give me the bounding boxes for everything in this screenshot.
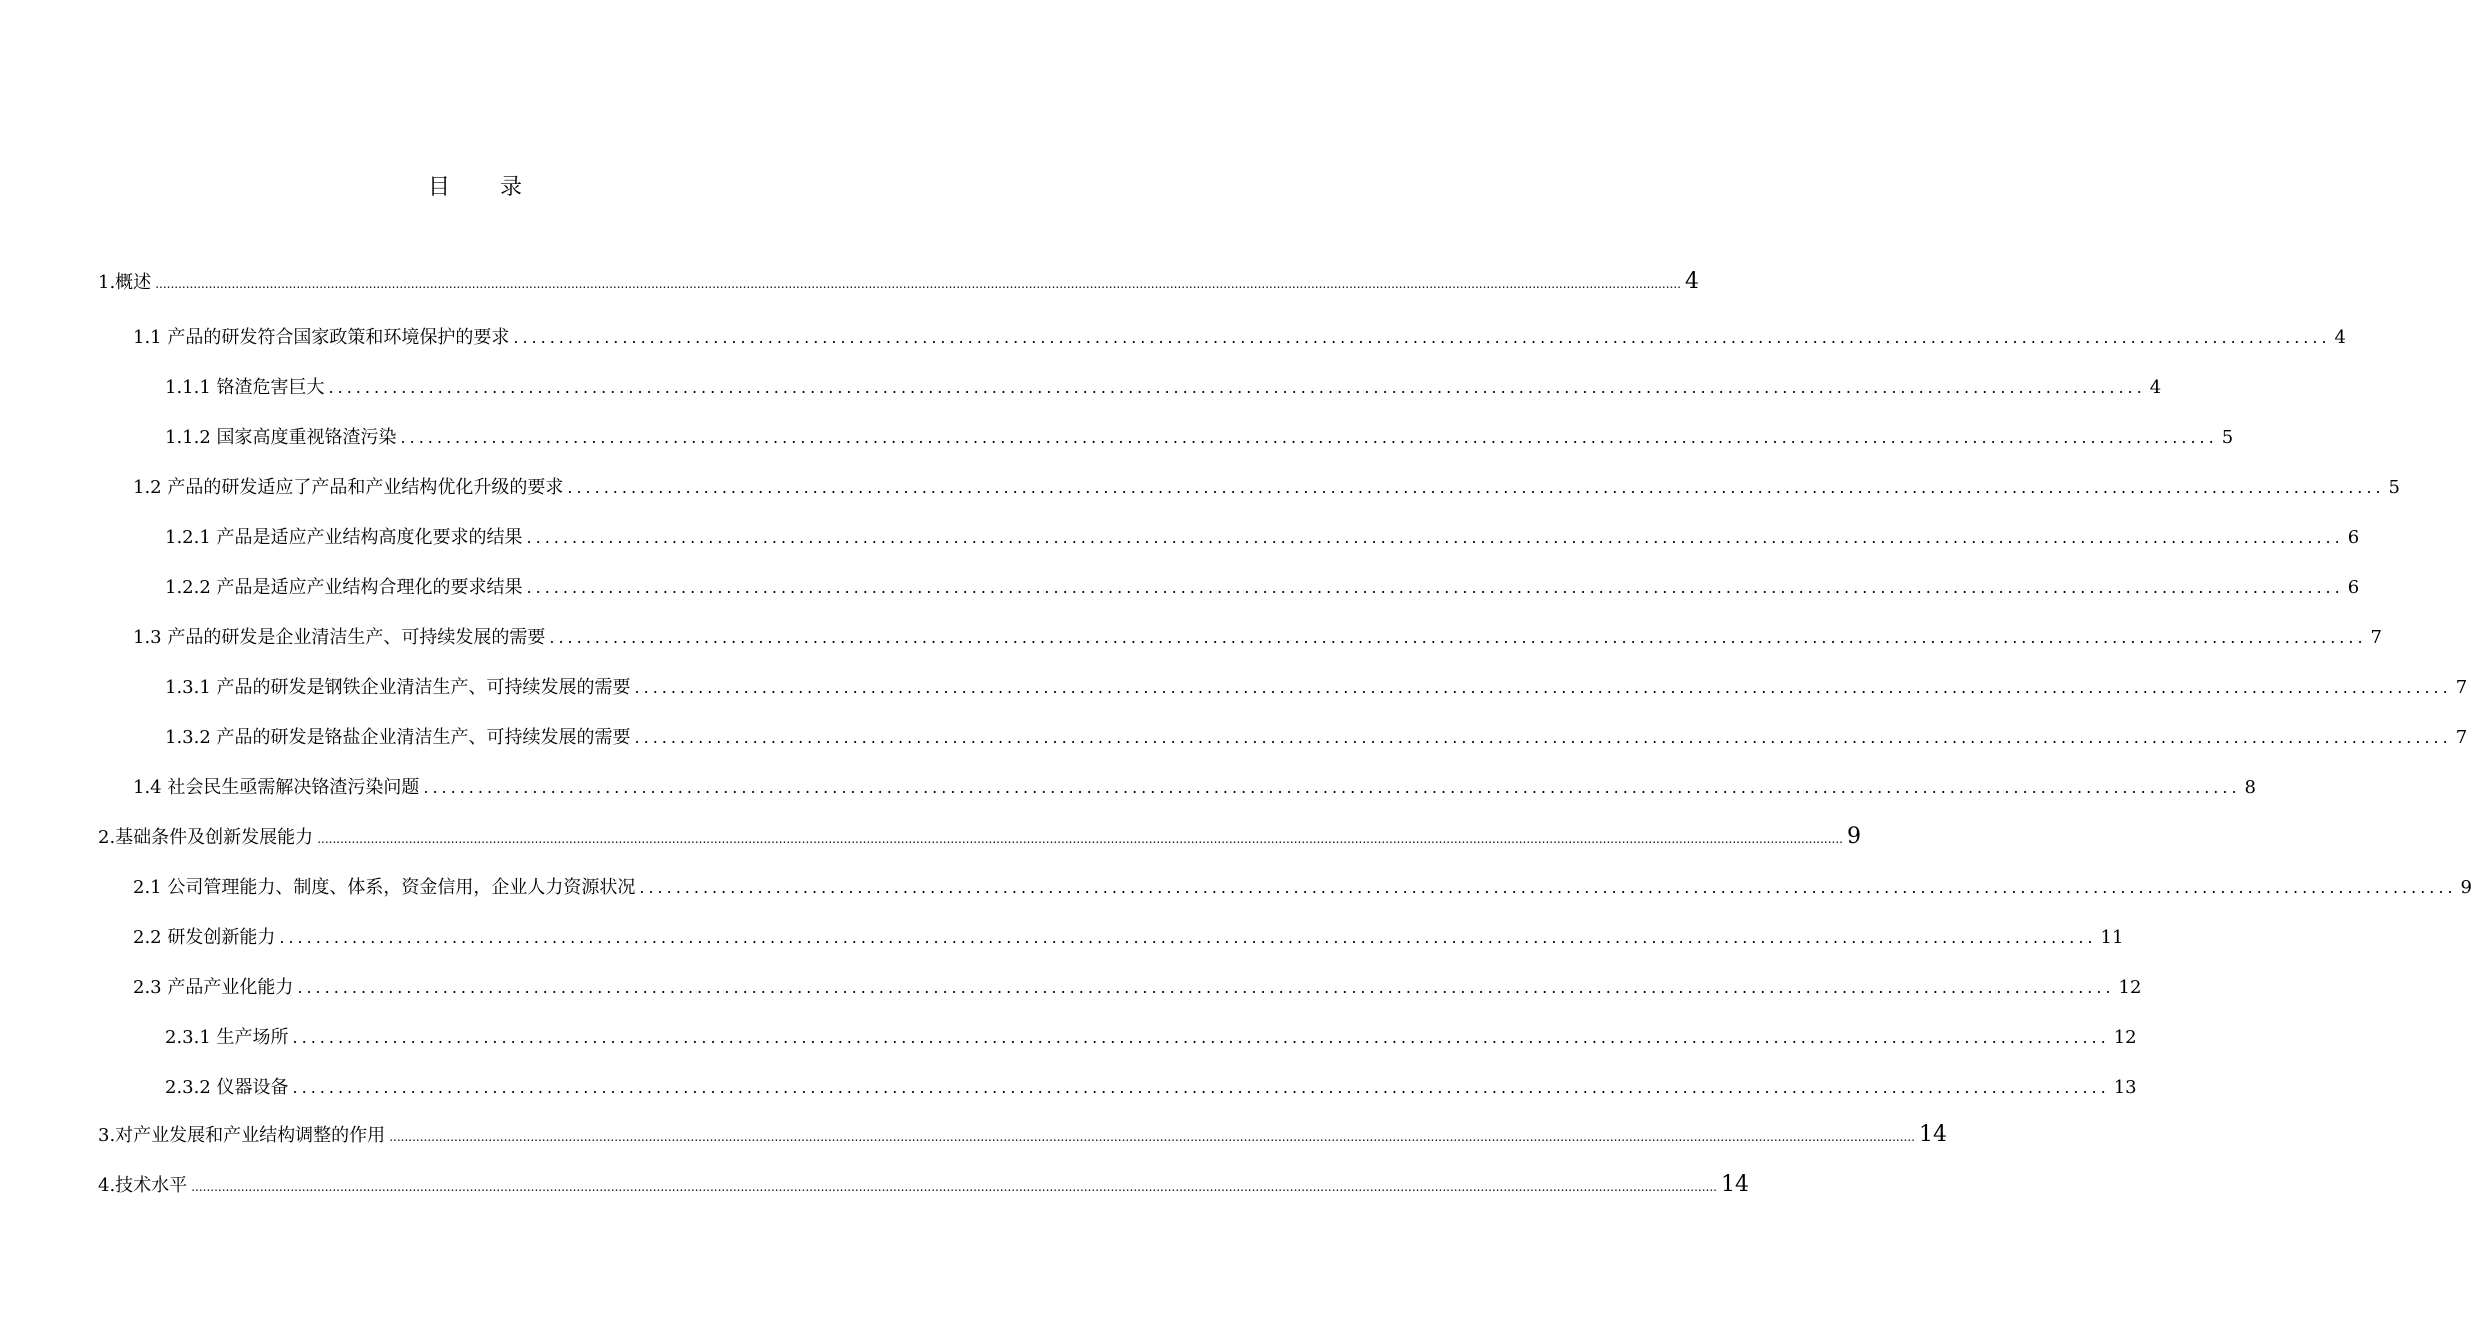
- toc-entry-label: 1.3 产品的研发是企业清洁生产、可持续发展的需要: [133, 627, 546, 648]
- toc-dot-leader: ........................................................................................................................................................................................................: [423, 778, 2241, 797]
- toc-entry[interactable]: [165, 673, 2468, 699]
- toc-entry-label: 2.3 产品产业化能力: [133, 977, 294, 998]
- toc-entry-label: 1.3.2 产品的研发是铬盐企业清洁生产、可持续发展的需要: [165, 727, 631, 748]
- toc-dot-leader: ........................................................................................................................................................................................................: [634, 678, 2452, 697]
- toc-page-number: 7: [2455, 727, 2468, 748]
- toc-entry-label: 1.2.2 产品是适应产业结构合理化的要求结果: [165, 577, 523, 598]
- toc-dot-leader: ........................................................................................................................................................................................................: [292, 1028, 2110, 1047]
- toc-entry-label: 1.1 产品的研发符合国家政策和环境保护的要求: [133, 327, 510, 348]
- toc-dot-leader: ........................................................................................................................................................................................................: [328, 378, 2146, 397]
- title-char-1: 目: [427, 175, 450, 200]
- toc-entry-label: 2.1 公司管理能力、制度、体系，资金信用，企业人力资源状况: [133, 877, 636, 898]
- toc-dot-leader: ........................................................................................................................................................................................................: [292, 1078, 2110, 1097]
- toc-entry-label: 4.技术水平: [98, 1175, 188, 1196]
- toc-entry[interactable]: [133, 873, 2472, 899]
- toc-entry-label: 1.4 社会民生亟需解决铬渣污染问题: [133, 777, 420, 798]
- toc-page-number: 5: [2221, 427, 2234, 448]
- toc-entry-label: 2.3.1 生产场所: [165, 1027, 289, 1048]
- toc-entry[interactable]: [165, 423, 2234, 449]
- toc-page-number: 13: [2113, 1077, 2137, 1098]
- toc-entry[interactable]: [133, 923, 2124, 949]
- toc-entry[interactable]: [133, 623, 2382, 649]
- toc-dot-leader: ........................................................................................................................................................................................................: [526, 528, 2344, 547]
- toc-entry[interactable]: [98, 1171, 1749, 1197]
- toc-page-number: 6: [2347, 577, 2360, 598]
- toc-page-number: 6: [2347, 527, 2360, 548]
- toc-entry[interactable]: [98, 823, 1861, 849]
- page-title: [0, 170, 950, 201]
- toc-entry[interactable]: [165, 373, 2162, 399]
- toc-page-number: 7: [2455, 677, 2468, 698]
- toc-page-number: 14: [1918, 1122, 1947, 1147]
- toc-entry[interactable]: [165, 1023, 2137, 1049]
- toc-entry-label: 2.基础条件及创新发展能力: [98, 827, 314, 848]
- toc-dot-leader: ........................................................................................................................................................................................................: [549, 628, 2367, 647]
- toc-page-number: 9: [1846, 824, 1861, 849]
- toc-entry-label: 1.2.1 产品是适应产业结构高度化要求的结果: [165, 527, 523, 548]
- toc-dot-leader: ........................................................................................................................................................................................................: [634, 728, 2452, 747]
- toc-dot-leader: ........................................................................................................................................................................................................: [526, 578, 2344, 597]
- toc-dot-leader: ................................................................................................................................................................................................................................................................................................................................................................................................................: [155, 277, 1681, 291]
- toc-entry[interactable]: [133, 973, 2142, 999]
- toc-page-number: 5: [2388, 477, 2400, 498]
- toc-entry-label: 1.3.1 产品的研发是钢铁企业清洁生产、可持续发展的需要: [165, 677, 631, 698]
- toc-entry-label: 3.对产业发展和产业结构调整的作用: [98, 1125, 386, 1146]
- toc-entry[interactable]: [165, 723, 2468, 749]
- toc-entry[interactable]: [165, 573, 2360, 599]
- toc-entry[interactable]: [165, 1073, 2137, 1099]
- toc-page-number: 7: [2370, 627, 2382, 648]
- toc-dot-leader: ........................................................................................................................................................................................................: [297, 978, 2115, 997]
- toc-dot-leader: ........................................................................................................................................................................................................: [513, 328, 2331, 347]
- toc-dot-leader: ........................................................................................................................................................................................................: [639, 878, 2457, 897]
- toc-dot-leader: ........................................................................................................................................................................................................: [400, 428, 2218, 447]
- toc-entry[interactable]: [133, 773, 2256, 799]
- toc-page-number: 4: [2334, 327, 2346, 348]
- toc-page-number: 11: [2100, 927, 2124, 948]
- title-char-2: 录: [500, 175, 523, 200]
- toc-entry-label: 1.2 产品的研发适应了产品和产业结构优化升级的要求: [133, 477, 564, 498]
- toc-page-number: 12: [2118, 977, 2142, 998]
- toc-entry[interactable]: [98, 1121, 1947, 1147]
- toc-dot-leader: ................................................................................................................................................................................................................................................................................................................................................................................................................: [191, 1180, 1717, 1194]
- toc-entry[interactable]: [133, 473, 2400, 499]
- toc-dot-leader: ........................................................................................................................................................................................................: [279, 928, 2097, 947]
- toc-dot-leader: ................................................................................................................................................................................................................................................................................................................................................................................................................: [389, 1130, 1915, 1144]
- toc-page-number: 14: [1720, 1172, 1749, 1197]
- toc-page-number: 9: [2460, 877, 2472, 898]
- toc-entry-label: 2.3.2 仪器设备: [165, 1077, 289, 1098]
- toc-dot-leader: ........................................................................................................................................................................................................: [567, 478, 2385, 497]
- toc-entry[interactable]: [165, 523, 2360, 549]
- toc-entry-label: 1.1.2 国家高度重视铬渣污染: [165, 427, 397, 448]
- toc-page-number: 4: [2149, 377, 2162, 398]
- toc-entry-label: 1.1.1 铬渣危害巨大: [165, 377, 325, 398]
- toc-page-number: 12: [2113, 1027, 2137, 1048]
- toc-entry-label: 1.概述: [98, 272, 152, 293]
- toc-entry-label: 2.2 研发创新能力: [133, 927, 276, 948]
- toc-dot-leader: ................................................................................................................................................................................................................................................................................................................................................................................................................: [317, 832, 1843, 846]
- toc-page-number: 4: [1684, 269, 1699, 294]
- toc-page-number: 8: [2244, 777, 2256, 798]
- toc-entry[interactable]: [98, 268, 1699, 294]
- toc-entry[interactable]: [133, 323, 2346, 349]
